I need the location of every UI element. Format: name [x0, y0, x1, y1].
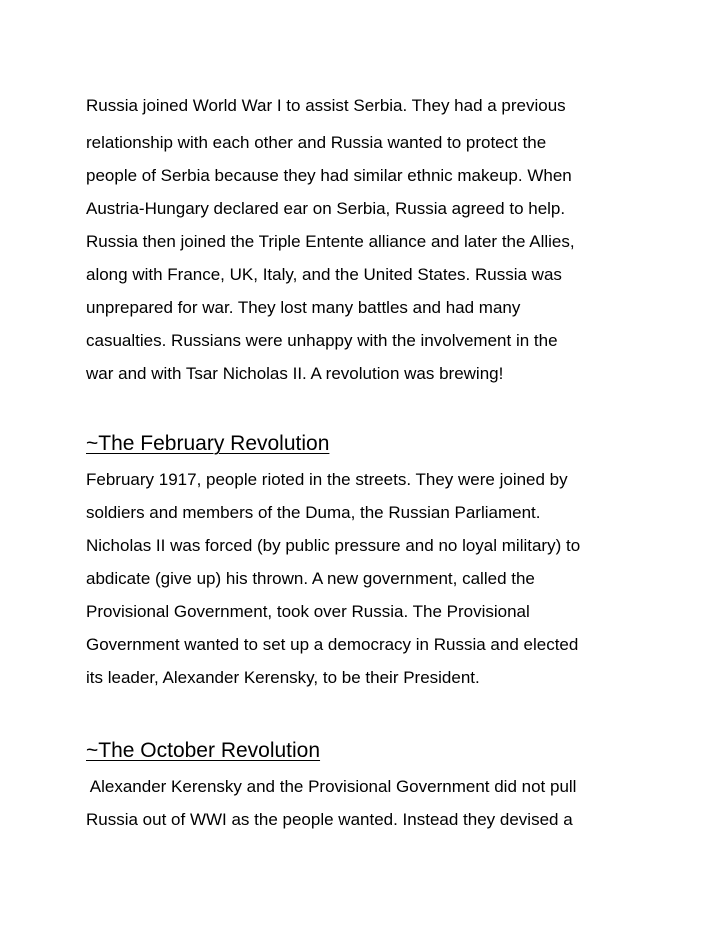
- february-line: Provisional Government, took over Russia. The Provisional: [86, 602, 530, 621]
- intro-line: Russia then joined the Triple Entente alliance and later the Allies,: [86, 232, 575, 251]
- february-line: February 1917, people rioted in the streets. They were joined by: [86, 470, 568, 489]
- intro-line: casualties. Russians were unhappy with the involvement in the: [86, 331, 558, 350]
- intro-line: relationship with each other and Russia wanted to protect the: [86, 133, 547, 152]
- february-line: abdicate (give up) his thrown. A new government, called the: [86, 569, 535, 588]
- october-line: Russia out of WWI as the people wanted. Instead they devised a: [86, 810, 573, 829]
- intro-line: unprepared for war. They lost many battles and had many: [86, 298, 521, 317]
- february-line: Government wanted to set up a democracy in Russia and elected: [86, 635, 579, 654]
- february-line: its leader, Alexander Kerensky, to be their President.: [86, 668, 480, 687]
- intro-line: people of Serbia because they had similar ethnic makeup. When: [86, 166, 572, 185]
- intro-line: along with France, UK, Italy, and the United States. Russia was: [86, 265, 562, 284]
- october-line: Alexander Kerensky and the Provisional Government did not pull: [86, 777, 577, 796]
- intro-line: war and with Tsar Nicholas II. A revolution was brewing!: [86, 364, 504, 383]
- october-revolution-heading: ~The October Revolution: [86, 739, 321, 762]
- intro-line: Austria-Hungary declared ear on Serbia, Russia agreed to help.: [86, 199, 566, 218]
- intro-line: Russia joined World War I to assist Serbia. They had a previous: [86, 96, 566, 115]
- february-line: Nicholas II was forced (by public pressure and no loyal military) to: [86, 536, 581, 555]
- february-line: soldiers and members of the Duma, the Russian Parliament.: [86, 503, 541, 522]
- february-revolution-heading: ~The February Revolution: [86, 432, 330, 455]
